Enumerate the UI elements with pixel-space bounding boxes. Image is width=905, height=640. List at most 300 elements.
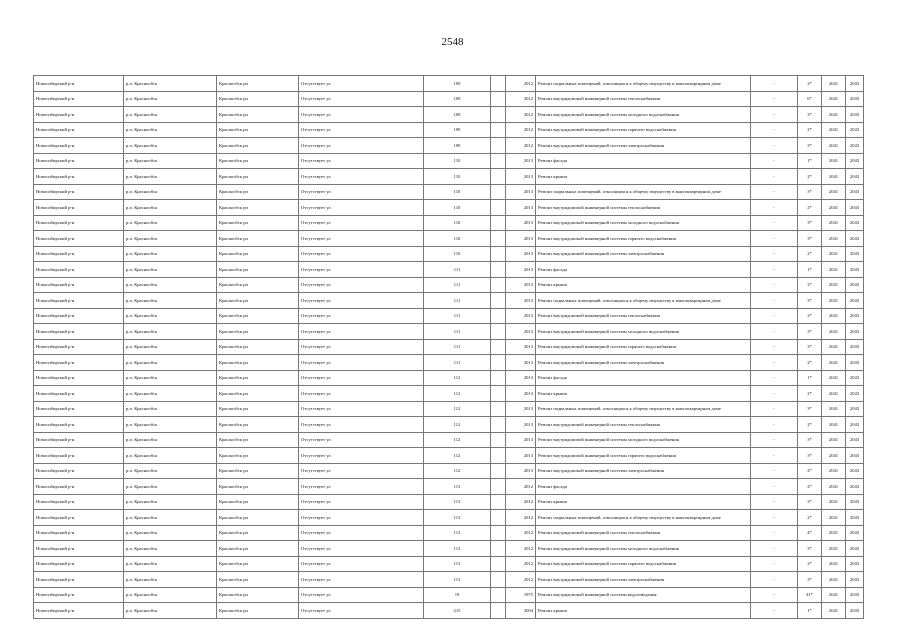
cell-district: Новосибирский р-н xyxy=(34,76,124,92)
cell-dash: - xyxy=(751,231,798,247)
cell-year-to: 2043 xyxy=(846,370,864,386)
cell-district: Новосибирский р-н xyxy=(34,231,124,247)
cell-quantity: 3* xyxy=(798,572,822,588)
table-row xyxy=(34,308,864,324)
cell-settlement: р.п. Краснообск xyxy=(124,153,217,169)
cell-district: Новосибирский р-н xyxy=(34,556,124,572)
cell-settlement: р.п. Краснообск xyxy=(124,215,217,231)
cell-settlement: р.п. Краснообск xyxy=(124,541,217,557)
cell-quantity: 1* xyxy=(798,153,822,169)
cell-settlement: р.п. Краснообск xyxy=(124,277,217,293)
cell-district: Новосибирский р-н xyxy=(34,448,124,464)
table-row xyxy=(34,417,864,433)
cell-year-from: 2041 xyxy=(822,153,846,169)
cell-district: Новосибирский р-н xyxy=(34,200,124,216)
cell-work-type: Ремонт крыши xyxy=(536,169,751,185)
cell-dash: - xyxy=(751,76,798,92)
cell-settlement: р.п. Краснообск xyxy=(124,432,217,448)
cell-district: Новосибирский р-н xyxy=(34,432,124,448)
cell-work-type: Ремонт внутридомовой инженерной системы холодного водоснабжения xyxy=(536,215,751,231)
table-row xyxy=(34,479,864,495)
cell-dash: - xyxy=(751,308,798,324)
cell-year-to: 2043 xyxy=(846,91,864,107)
cell-settlement: р.п. Краснообск xyxy=(124,107,217,123)
cell-locality: Краснообск рп xyxy=(217,308,299,324)
cell-year-from: 2041 xyxy=(822,308,846,324)
cell-year: 2013 xyxy=(506,448,536,464)
cell-year: 2013 xyxy=(506,277,536,293)
cell-blank xyxy=(491,246,506,262)
cell-settlement: р.п. Краснообск xyxy=(124,76,217,92)
cell-settlement: р.п. Краснообск xyxy=(124,138,217,154)
cell-blank xyxy=(491,231,506,247)
cell-quantity: 3* xyxy=(798,138,822,154)
cell-locality: Краснообск рп xyxy=(217,556,299,572)
cell-locality: Краснообск рп xyxy=(217,231,299,247)
cell-locality: Краснообск рп xyxy=(217,603,299,619)
cell-blank xyxy=(491,417,506,433)
table-row xyxy=(34,339,864,355)
cell-blank xyxy=(491,603,506,619)
cell-locality: Краснообск рп xyxy=(217,541,299,557)
cell-work-type: Ремонт внутридомовой инженерной системы теплоснабжения xyxy=(536,200,751,216)
cell-year-to: 2043 xyxy=(846,200,864,216)
cell-district: Новосибирский р-н xyxy=(34,184,124,200)
cell-work-type: Ремонт внутридомовой инженерной системы горячего водоснабжения xyxy=(536,448,751,464)
cell-house: 110 xyxy=(424,200,491,216)
cell-street: Отсутствует ул xyxy=(299,432,424,448)
cell-quantity: 2* xyxy=(798,246,822,262)
cell-quantity: 2* xyxy=(798,479,822,495)
cell-house: 109 xyxy=(424,122,491,138)
cell-district: Новосибирский р-н xyxy=(34,417,124,433)
cell-settlement: р.п. Краснообск xyxy=(124,479,217,495)
table-row xyxy=(34,324,864,340)
cell-settlement: р.п. Краснообск xyxy=(124,401,217,417)
cell-year-to: 2043 xyxy=(846,138,864,154)
cell-dash: - xyxy=(751,417,798,433)
cell-year-to: 2043 xyxy=(846,463,864,479)
cell-house: 113 xyxy=(424,494,491,510)
cell-work-type: Ремонт внутридомовой инженерной системы теплоснабжения xyxy=(536,308,751,324)
table-row xyxy=(34,246,864,262)
cell-work-type: Ремонт крыши xyxy=(536,494,751,510)
cell-settlement: р.п. Краснообск xyxy=(124,448,217,464)
cell-blank xyxy=(491,200,506,216)
cell-dash: - xyxy=(751,169,798,185)
cell-year: 2012 xyxy=(506,138,536,154)
cell-house: 112 xyxy=(424,370,491,386)
table-row xyxy=(34,541,864,557)
cell-district: Новосибирский р-н xyxy=(34,246,124,262)
cell-year-to: 2043 xyxy=(846,479,864,495)
cell-locality: Краснообск рп xyxy=(217,525,299,541)
cell-blank xyxy=(491,277,506,293)
cell-year-from: 2041 xyxy=(822,246,846,262)
cell-year-from: 2041 xyxy=(822,417,846,433)
cell-district: Новосибирский р-н xyxy=(34,603,124,619)
table-row xyxy=(34,107,864,123)
cell-blank xyxy=(491,494,506,510)
capital-repair-table xyxy=(33,75,864,619)
cell-dash: - xyxy=(751,556,798,572)
cell-district: Новосибирский р-н xyxy=(34,277,124,293)
cell-quantity: 2* xyxy=(798,76,822,92)
table-row xyxy=(34,91,864,107)
cell-locality: Краснообск рп xyxy=(217,479,299,495)
cell-settlement: р.п. Краснообск xyxy=(124,603,217,619)
cell-quantity: 3* xyxy=(798,324,822,340)
cell-year-from: 2041 xyxy=(822,432,846,448)
cell-district: Новосибирский р-н xyxy=(34,401,124,417)
cell-year: 2013 xyxy=(506,169,536,185)
cell-quantity: 2* xyxy=(798,463,822,479)
cell-quantity: 4* xyxy=(798,525,822,541)
cell-street: Отсутствует ул xyxy=(299,525,424,541)
cell-quantity: 3* xyxy=(798,184,822,200)
cell-dash: - xyxy=(751,107,798,123)
cell-locality: Краснообск рп xyxy=(217,277,299,293)
cell-dash: - xyxy=(751,153,798,169)
cell-settlement: р.п. Краснообск xyxy=(124,246,217,262)
cell-year: 2012 xyxy=(506,572,536,588)
cell-house: 19 xyxy=(424,587,491,603)
cell-year-to: 2043 xyxy=(846,122,864,138)
cell-house: 109 xyxy=(424,107,491,123)
cell-year-from: 2041 xyxy=(822,76,846,92)
cell-dash: - xyxy=(751,215,798,231)
cell-house: 113 xyxy=(424,479,491,495)
cell-street: Отсутствует ул xyxy=(299,463,424,479)
cell-house: 113 xyxy=(424,510,491,526)
cell-year-to: 2043 xyxy=(846,355,864,371)
cell-work-type: Ремонт внутридомовой инженерной системы теплоснабжения xyxy=(536,417,751,433)
cell-district: Новосибирский р-н xyxy=(34,324,124,340)
cell-house: 110 xyxy=(424,246,491,262)
cell-blank xyxy=(491,91,506,107)
cell-street: Отсутствует ул xyxy=(299,169,424,185)
cell-blank xyxy=(491,355,506,371)
cell-work-type: Ремонт крыши xyxy=(536,603,751,619)
cell-settlement: р.п. Краснообск xyxy=(124,122,217,138)
cell-dash: - xyxy=(751,277,798,293)
cell-street: Отсутствует ул xyxy=(299,494,424,510)
cell-year: 2012 xyxy=(506,91,536,107)
table-row xyxy=(34,525,864,541)
cell-settlement: р.п. Краснообск xyxy=(124,91,217,107)
cell-year: 2013 xyxy=(506,262,536,278)
cell-district: Новосибирский р-н xyxy=(34,572,124,588)
cell-dash: - xyxy=(751,572,798,588)
cell-locality: Краснообск рп xyxy=(217,76,299,92)
cell-street: Отсутствует ул xyxy=(299,324,424,340)
cell-work-type: Ремонт внутридомовой инженерной системы электроснабжения xyxy=(536,572,751,588)
cell-blank xyxy=(491,510,506,526)
table-row xyxy=(34,572,864,588)
table-row xyxy=(34,153,864,169)
cell-year: 2013 xyxy=(506,153,536,169)
cell-year-from: 2041 xyxy=(822,603,846,619)
cell-dash: - xyxy=(751,262,798,278)
cell-year-from: 2041 xyxy=(822,200,846,216)
table-row xyxy=(34,184,864,200)
cell-locality: Краснообск рп xyxy=(217,355,299,371)
cell-work-type: Ремонт фасада xyxy=(536,370,751,386)
cell-blank xyxy=(491,215,506,231)
cell-street: Отсутствует ул xyxy=(299,262,424,278)
cell-year: 2013 xyxy=(506,463,536,479)
cell-year-to: 2043 xyxy=(846,184,864,200)
cell-settlement: р.п. Краснообск xyxy=(124,262,217,278)
table-row xyxy=(34,510,864,526)
table-row xyxy=(34,215,864,231)
cell-street: Отсутствует ул xyxy=(299,293,424,309)
cell-street: Отсутствует ул xyxy=(299,603,424,619)
cell-year-to: 2043 xyxy=(846,541,864,557)
cell-year: 2013 xyxy=(506,339,536,355)
cell-blank xyxy=(491,463,506,479)
cell-year: 2012 xyxy=(506,122,536,138)
cell-work-type: Ремонт подвальных помещений, относящихся к общему имуществу в многоквартирном доме xyxy=(536,293,751,309)
cell-district: Новосибирский р-н xyxy=(34,541,124,557)
cell-work-type: Ремонт внутридомовой инженерной системы теплоснабжения xyxy=(536,91,751,107)
cell-quantity: 2* xyxy=(798,122,822,138)
cell-locality: Краснообск рп xyxy=(217,572,299,588)
cell-year: 2013 xyxy=(506,246,536,262)
cell-settlement: р.п. Краснообск xyxy=(124,184,217,200)
cell-dash: - xyxy=(751,448,798,464)
cell-year-from: 2041 xyxy=(822,277,846,293)
cell-locality: Краснообск рп xyxy=(217,293,299,309)
cell-locality: Краснообск рп xyxy=(217,401,299,417)
cell-quantity: 2* xyxy=(798,417,822,433)
cell-year-to: 2043 xyxy=(846,432,864,448)
cell-house: 113 xyxy=(424,541,491,557)
cell-year-to: 2043 xyxy=(846,262,864,278)
cell-dash: - xyxy=(751,494,798,510)
cell-locality: Краснообск рп xyxy=(217,107,299,123)
cell-year-from: 2041 xyxy=(822,494,846,510)
cell-year-to: 2043 xyxy=(846,169,864,185)
cell-year: 2012 xyxy=(506,510,536,526)
cell-year: 2012 xyxy=(506,107,536,123)
cell-work-type: Ремонт внутридомовой инженерной системы горячего водоснабжения xyxy=(536,339,751,355)
cell-blank xyxy=(491,184,506,200)
cell-year: 2012 xyxy=(506,76,536,92)
cell-blank xyxy=(491,541,506,557)
cell-house: 113 xyxy=(424,556,491,572)
cell-street: Отсутствует ул xyxy=(299,231,424,247)
cell-year: 2013 xyxy=(506,293,536,309)
cell-year-to: 2043 xyxy=(846,572,864,588)
cell-locality: Краснообск рп xyxy=(217,262,299,278)
cell-district: Новосибирский р-н xyxy=(34,355,124,371)
cell-year: 2012 xyxy=(506,525,536,541)
cell-year-to: 2043 xyxy=(846,215,864,231)
cell-work-type: Ремонт подвальных помещений, относящихся к общему имуществу в многоквартирном доме xyxy=(536,184,751,200)
cell-year-from: 2041 xyxy=(822,401,846,417)
cell-blank xyxy=(491,587,506,603)
cell-year-from: 2041 xyxy=(822,122,846,138)
cell-quantity: 1* xyxy=(798,370,822,386)
cell-dash: - xyxy=(751,479,798,495)
cell-blank xyxy=(491,138,506,154)
cell-dash: - xyxy=(751,122,798,138)
cell-year-to: 2043 xyxy=(846,153,864,169)
cell-year-from: 2041 xyxy=(822,324,846,340)
cell-street: Отсутствует ул xyxy=(299,587,424,603)
cell-street: Отсутствует ул xyxy=(299,107,424,123)
cell-quantity: 3* xyxy=(798,401,822,417)
cell-quantity: 3* xyxy=(798,215,822,231)
cell-house: 111 xyxy=(424,355,491,371)
cell-year: 2012 xyxy=(506,494,536,510)
cell-work-type: Ремонт фасада xyxy=(536,153,751,169)
cell-locality: Краснообск рп xyxy=(217,138,299,154)
cell-work-type: Ремонт внутридомовой инженерной системы электроснабжения xyxy=(536,138,751,154)
cell-settlement: р.п. Краснообск xyxy=(124,510,217,526)
cell-locality: Краснообск рп xyxy=(217,339,299,355)
cell-settlement: р.п. Краснообск xyxy=(124,386,217,402)
cell-year-to: 2043 xyxy=(846,308,864,324)
cell-street: Отсутствует ул xyxy=(299,308,424,324)
cell-house: 111 xyxy=(424,277,491,293)
table-row xyxy=(34,370,864,386)
cell-district: Новосибирский р-н xyxy=(34,107,124,123)
table-row xyxy=(34,448,864,464)
cell-year-from: 2041 xyxy=(822,184,846,200)
cell-work-type: Ремонт фасада xyxy=(536,262,751,278)
cell-year: 2013 xyxy=(506,324,536,340)
cell-district: Новосибирский р-н xyxy=(34,138,124,154)
cell-year-to: 2043 xyxy=(846,293,864,309)
cell-dash: - xyxy=(751,587,798,603)
cell-year-from: 2041 xyxy=(822,479,846,495)
cell-year-to: 2043 xyxy=(846,603,864,619)
cell-district: Новосибирский р-н xyxy=(34,510,124,526)
cell-year: 2013 xyxy=(506,370,536,386)
table-row xyxy=(34,262,864,278)
cell-work-type: Ремонт внутридомовой инженерной системы горячего водоснабжения xyxy=(536,556,751,572)
table-row xyxy=(34,138,864,154)
cell-work-type: Ремонт внутридомовой инженерной системы электроснабжения xyxy=(536,463,751,479)
cell-district: Новосибирский р-н xyxy=(34,494,124,510)
cell-street: Отсутствует ул xyxy=(299,200,424,216)
cell-house: 215 xyxy=(424,603,491,619)
cell-dash: - xyxy=(751,370,798,386)
cell-street: Отсутствует ул xyxy=(299,401,424,417)
cell-dash: - xyxy=(751,510,798,526)
cell-house: 110 xyxy=(424,153,491,169)
cell-year-to: 2043 xyxy=(846,246,864,262)
cell-year: 2013 xyxy=(506,184,536,200)
table-row xyxy=(34,556,864,572)
cell-street: Отсутствует ул xyxy=(299,76,424,92)
cell-work-type: Ремонт внутридомовой инженерной системы электроснабжения xyxy=(536,355,751,371)
cell-year-to: 2043 xyxy=(846,277,864,293)
cell-locality: Краснообск рп xyxy=(217,386,299,402)
cell-year: 2013 xyxy=(506,432,536,448)
cell-year: 2012 xyxy=(506,556,536,572)
table-row xyxy=(34,386,864,402)
cell-work-type: Ремонт внутридомовой инженерной системы водоотведения xyxy=(536,587,751,603)
cell-quantity: 2* xyxy=(798,386,822,402)
cell-blank xyxy=(491,107,506,123)
cell-quantity: 6* xyxy=(798,91,822,107)
cell-quantity: 31* xyxy=(798,587,822,603)
cell-street: Отсутствует ул xyxy=(299,339,424,355)
cell-settlement: р.п. Краснообск xyxy=(124,339,217,355)
cell-year-from: 2041 xyxy=(822,463,846,479)
cell-year-to: 2043 xyxy=(846,401,864,417)
cell-dash: - xyxy=(751,603,798,619)
cell-street: Отсутствует ул xyxy=(299,541,424,557)
cell-quantity: 1* xyxy=(798,262,822,278)
cell-settlement: р.п. Краснообск xyxy=(124,494,217,510)
cell-house: 112 xyxy=(424,417,491,433)
cell-year: 2013 xyxy=(506,386,536,402)
cell-work-type: Ремонт подвальных помещений, относящихся к общему имуществу в многоквартирном доме xyxy=(536,510,751,526)
cell-locality: Краснообск рп xyxy=(217,153,299,169)
cell-year-from: 2041 xyxy=(822,107,846,123)
cell-dash: - xyxy=(751,200,798,216)
cell-house: 112 xyxy=(424,386,491,402)
cell-street: Отсутствует ул xyxy=(299,417,424,433)
cell-quantity: 3* xyxy=(798,293,822,309)
cell-street: Отсутствует ул xyxy=(299,556,424,572)
cell-quantity: 2* xyxy=(798,277,822,293)
cell-house: 112 xyxy=(424,463,491,479)
cell-settlement: р.п. Краснообск xyxy=(124,231,217,247)
cell-district: Новосибирский р-н xyxy=(34,262,124,278)
cell-street: Отсутствует ул xyxy=(299,122,424,138)
cell-blank xyxy=(491,122,506,138)
cell-year-to: 2043 xyxy=(846,417,864,433)
cell-year-to: 2043 xyxy=(846,448,864,464)
cell-blank xyxy=(491,169,506,185)
cell-district: Новосибирский р-н xyxy=(34,463,124,479)
cell-year-from: 2041 xyxy=(822,215,846,231)
cell-street: Отсутствует ул xyxy=(299,184,424,200)
cell-settlement: р.п. Краснообск xyxy=(124,308,217,324)
cell-dash: - xyxy=(751,91,798,107)
cell-quantity: 3* xyxy=(798,432,822,448)
cell-locality: Краснообск рп xyxy=(217,91,299,107)
cell-year: 1975 xyxy=(506,587,536,603)
cell-dash: - xyxy=(751,355,798,371)
cell-year-from: 2041 xyxy=(822,169,846,185)
cell-blank xyxy=(491,572,506,588)
cell-settlement: р.п. Краснообск xyxy=(124,355,217,371)
cell-year: 2004 xyxy=(506,603,536,619)
cell-street: Отсутствует ул xyxy=(299,572,424,588)
cell-year: 2013 xyxy=(506,401,536,417)
cell-street: Отсутствует ул xyxy=(299,153,424,169)
table-row xyxy=(34,76,864,92)
cell-year-to: 2043 xyxy=(846,107,864,123)
cell-district: Новосибирский р-н xyxy=(34,215,124,231)
cell-year: 2013 xyxy=(506,417,536,433)
cell-settlement: р.п. Краснообск xyxy=(124,169,217,185)
cell-house: 110 xyxy=(424,215,491,231)
cell-locality: Краснообск рп xyxy=(217,200,299,216)
cell-work-type: Ремонт внутридомовой инженерной системы горячего водоснабжения xyxy=(536,231,751,247)
table-row xyxy=(34,122,864,138)
table-row xyxy=(34,200,864,216)
cell-locality: Краснообск рп xyxy=(217,587,299,603)
cell-year-to: 2043 xyxy=(846,324,864,340)
cell-house: 110 xyxy=(424,169,491,185)
